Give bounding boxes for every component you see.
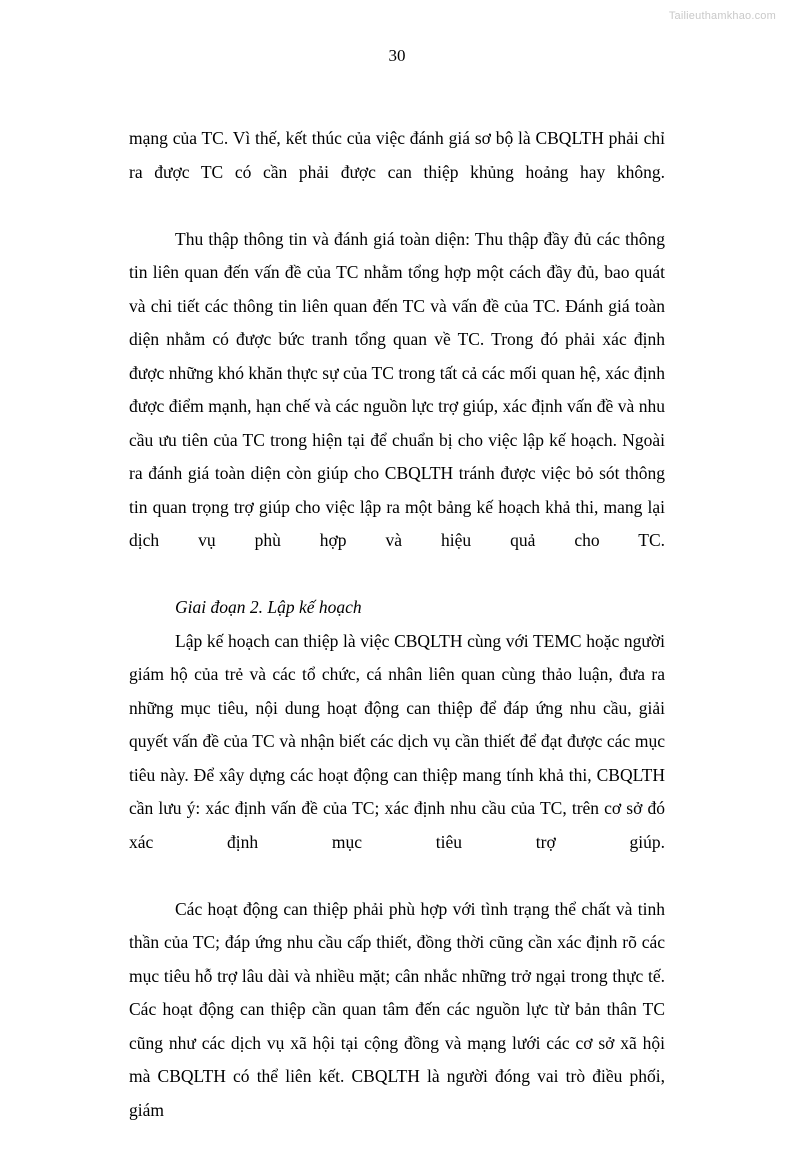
body-text xyxy=(129,122,665,1161)
paragraph: mạng của TC. Vì thế, kết thúc của việc đánh giá sơ bộ là CBQLTH phải chỉ ra được TC có cần phải được can thiệp khủng hoảng hay không. xyxy=(129,128,665,182)
paragraph: Lập kế hoạch can thiệp là việc CBQLTH cùng với TEMC hoặc người giám hộ của trẻ và các tổ chức, cá nhân liên quan cùng thảo luận, đưa ra những mục tiêu, nội dung hoạt động can thiệp để đáp ứng nhu cầu, giải quyết vấn đề của TC và nhận biết các dịch vụ cần thiết để đạt được các mục tiêu này. Để xây dựng các hoạt động can thiệp mang tính khả thi, CBQLTH cần lưu ý: xác định vấn đề của TC; xác định nhu cầu của TC, trên cơ sở đó xác định mục tiêu trợ giúp. xyxy=(129,630,665,852)
page-number: 30 xyxy=(388,46,406,65)
paragraph: Các hoạt động can thiệp phải phù hợp với tình trạng thể chất và tinh thần của TC; đáp ứng nhu cầu cấp thiết, đồng thời cũng cần xác định rõ các mục tiêu hỗ trợ lâu dài và nhiều mặt; cân nhắc những trở ngại trong thực tế. Các hoạt động can thiệp cần quan tâm đến các nguồn lực từ bản thân TC cũng như các dịch vụ xã hội tại cộng đồng và mạng lưới các cơ sở xã hội mà CBQLTH có thể liên kết. CBQLTH là người đóng vai trò điều phối, giám xyxy=(129,898,665,1120)
section-heading: Giai đoạn 2. Lập kế hoạch xyxy=(175,597,362,617)
watermark-text: Tailieuthamkhao.com xyxy=(668,10,776,22)
paragraph: Thu thập thông tin và đánh giá toàn diện: Thu thập đầy đủ các thông tin liên quan đến vấn đề của TC nhằm tổng hợp một cách đầy đủ, bao quát và chi tiết các thông tin liên quan đến TC và vấn đề của TC. Đánh giá toàn diện nhằm có được bức tranh tổng quan về TC. Trong đó phải xác định được những khó khăn thực sự của TC trong tất cả các mối quan hệ, xác định được điểm mạnh, hạn chế và các nguồn lực trợ giúp, xác định vấn đề và nhu cầu ưu tiên của TC trong hiện tại để chuẩn bị cho việc lập kế hoạch. Ngoài ra đánh giá toàn diện còn giúp cho CBQLTH tránh được việc bỏ sót thông tin quan trọng trợ giúp cho việc lập ra một bảng kế hoạch khả thi, mang lại dịch vụ phù hợp và hiệu quả cho TC. xyxy=(129,228,665,550)
